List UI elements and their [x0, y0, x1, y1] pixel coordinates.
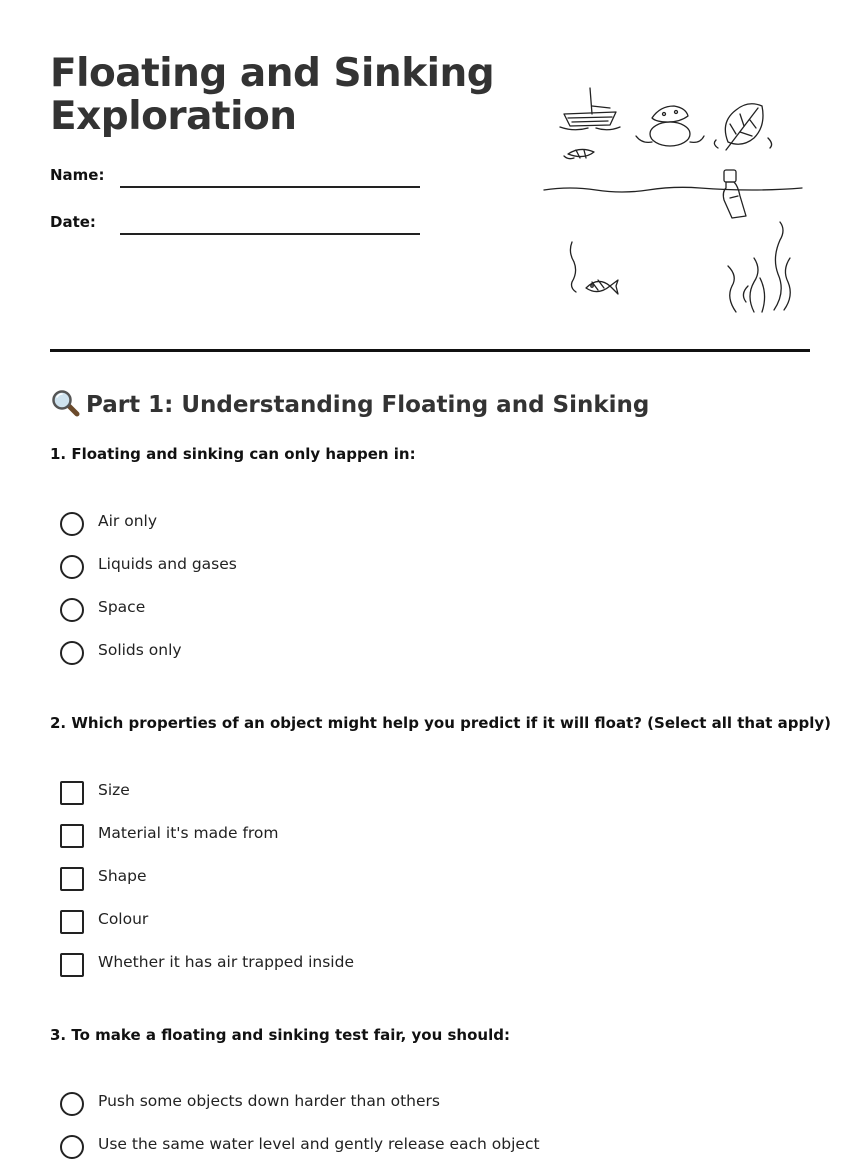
q2-option-material[interactable] — [60, 823, 660, 849]
option-label: Air only — [98, 512, 157, 530]
option-label: Use the same water level and gently release each object — [98, 1135, 540, 1153]
q2-option-size[interactable] — [60, 780, 660, 806]
radio-button[interactable] — [60, 555, 84, 579]
name-label: Name: — [50, 166, 105, 184]
date-label: Date: — [50, 213, 96, 231]
q2-option-air-trapped[interactable] — [60, 952, 660, 978]
seaweed-icon — [728, 222, 790, 312]
magnifying-glass-icon — [50, 389, 80, 417]
checkbox[interactable] — [60, 910, 84, 934]
checkbox[interactable] — [60, 781, 84, 805]
part1-heading — [50, 389, 649, 420]
radio-button[interactable] — [60, 512, 84, 536]
option-label: Solids only — [98, 641, 182, 659]
q3-option-same-water-level[interactable] — [60, 1134, 660, 1160]
date-answer-line[interactable] — [120, 233, 420, 235]
water-surface-line — [544, 187, 802, 192]
fish-icon — [570, 242, 618, 294]
name-answer-line[interactable] — [120, 186, 420, 188]
q1-option-space[interactable] — [60, 597, 660, 623]
option-label: Liquids and gases — [98, 555, 237, 573]
checkbox[interactable] — [60, 824, 84, 848]
radio-button[interactable] — [60, 598, 84, 622]
option-label: Whether it has air trapped inside — [98, 953, 354, 971]
question-3-text: 3. To make a floating and sinking test fair, you should: — [50, 1026, 510, 1044]
checkbox[interactable] — [60, 867, 84, 891]
part1-title: Part 1: Understanding Floating and Sinking — [86, 392, 650, 418]
option-label: Material it's made from — [98, 824, 279, 842]
boat-icon — [560, 88, 620, 130]
leaf-icon — [714, 104, 771, 150]
radio-button[interactable] — [60, 1092, 84, 1116]
rock-icon — [636, 106, 704, 146]
section-divider — [50, 349, 810, 352]
question-1-text: 1. Floating and sinking can only happen in: — [50, 445, 416, 463]
radio-button[interactable] — [60, 641, 84, 665]
worksheet-title: Floating and Sinking Exploration — [50, 51, 495, 139]
q2-option-shape[interactable] — [60, 866, 660, 892]
option-label: Space — [98, 598, 146, 616]
bottle-icon — [723, 170, 746, 218]
question-2-text: 2. Which properties of an object might help you predict if it will float? (Select all that apply) — [50, 714, 831, 732]
date-field[interactable] — [50, 213, 430, 243]
q1-option-solids-only[interactable] — [60, 640, 660, 666]
shell-icon — [564, 149, 594, 158]
option-label: Size — [98, 781, 130, 799]
checkbox[interactable] — [60, 953, 84, 977]
q3-option-push-harder[interactable] — [60, 1091, 660, 1117]
option-label: Shape — [98, 867, 147, 885]
floating-sinking-illustration — [540, 82, 805, 317]
option-label: Push some objects down harder than others — [98, 1092, 440, 1110]
q1-option-air-only[interactable] — [60, 511, 660, 537]
name-field[interactable] — [50, 166, 430, 196]
option-label: Colour — [98, 910, 149, 928]
q2-option-colour[interactable] — [60, 909, 660, 935]
radio-button[interactable] — [60, 1135, 84, 1159]
q1-option-liquids-and-gases[interactable] — [60, 554, 660, 580]
